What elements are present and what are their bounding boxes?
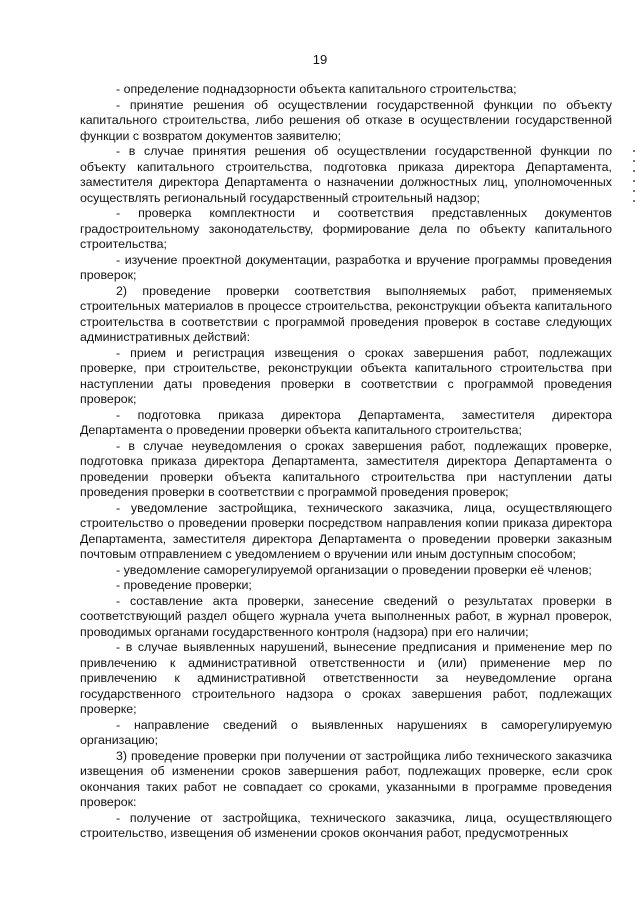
paragraph: - в случае принятия решения об осуществлении государственной функции по объекту капитального строительства, подготовка приказа директора Департамента, заместителя директора Департамента о назначении должностных лиц, уполномоченных осуществлять региональный государственный строительный надзор; — [80, 144, 612, 205]
paragraph: - получение от застройщика, технического заказчика, лица, осуществляющего строительство, извещения об изменении сроков окончания работ, предусмотренных — [80, 810, 612, 840]
paragraph: - уведомление застройщика, технического заказчика, лица, осуществляющего строительство о проведении проверки посредством направления копии приказа директора Департамента, заместителя директора Департамента о проведении проверки заказным почтовым отправлением с уведомлением о вручении или иным доступным способом; — [80, 500, 612, 561]
paragraph: - проведение проверки; — [116, 578, 252, 592]
paragraph: - уведомление саморегулируемой организации о проведении проверки её членов; — [116, 562, 592, 577]
paragraph: - принятие решения об осуществлении государственной функции по объекту капитального строительства, либо решения об отказе в осуществлении государственной функции с возвратом документов заявителю; — [80, 97, 612, 143]
paragraph: - в случае неуведомления о сроках завершения работ, подлежащих проверке, подготовка приказа директора Департамента, заместителя директора Департамента о проведении проверки объекта капитального строительства при наступлении даты проведения проверки в соответствии с программой проведения проверок; — [80, 438, 612, 499]
document-body — [80, 82, 612, 842]
paragraph: - изучение проектной документации, разработка и вручение программы проведения проверок; — [80, 252, 612, 282]
paragraph: - прием и регистрация извещения о сроках завершения работ, подлежащих проверке, при строительстве, реконструкции объекта капитального строительства при наступлении даты проведения проверки в соответствии с программой проведения проверок; — [80, 345, 612, 406]
paragraph: - определение поднадзорности объекта капитального строительства; — [116, 82, 517, 96]
paragraph: - направление сведений о выявленных нарушениях в саморегулируемую организацию; — [80, 717, 612, 747]
scan-edge-marks — [633, 150, 636, 270]
paragraph: - составление акта проверки, занесение сведений о результатах проверки в соответствующий раздел общего журнала учета выполненных работ, в журнал проверок, проводимых органами государственного контроля (надзора) при его наличии; — [80, 593, 612, 639]
paragraph: - проверка комплектности и соответствия представленных документов градостроительному законодательству, формирование дела по объекту капитального строительства; — [80, 206, 612, 251]
paragraph: - подготовка приказа директора Департамента, заместителя директора Департамента о проведении проверки объекта капитального строительства; — [80, 407, 612, 437]
paragraph: 3) проведение проверки при получении от застройщика либо технического заказчика извещения об изменении сроков завершения работ, подлежащих проверке, если срок окончания таких работ не совпадает со сроками, указанными в программе проведения проверок: — [80, 748, 612, 809]
paragraph: 2) проведение проверки соответствия выполняемых работ, применяемых строительных материалов в процессе строительства, реконструкции объекта капитального строительства в соответствии с программой проведения проверок в составе следующих административных действий: — [80, 283, 612, 344]
paragraph: - в случае выявленных нарушений, вынесение предписания и применение мер по привлечению к административной ответственности и (или) применение мер по привлечению к административной ответственности за неуведомление органа государственного строительного надзора о сроках завершения работ, подлежащих проверке; — [80, 640, 612, 716]
page-number: 19 — [312, 52, 328, 67]
